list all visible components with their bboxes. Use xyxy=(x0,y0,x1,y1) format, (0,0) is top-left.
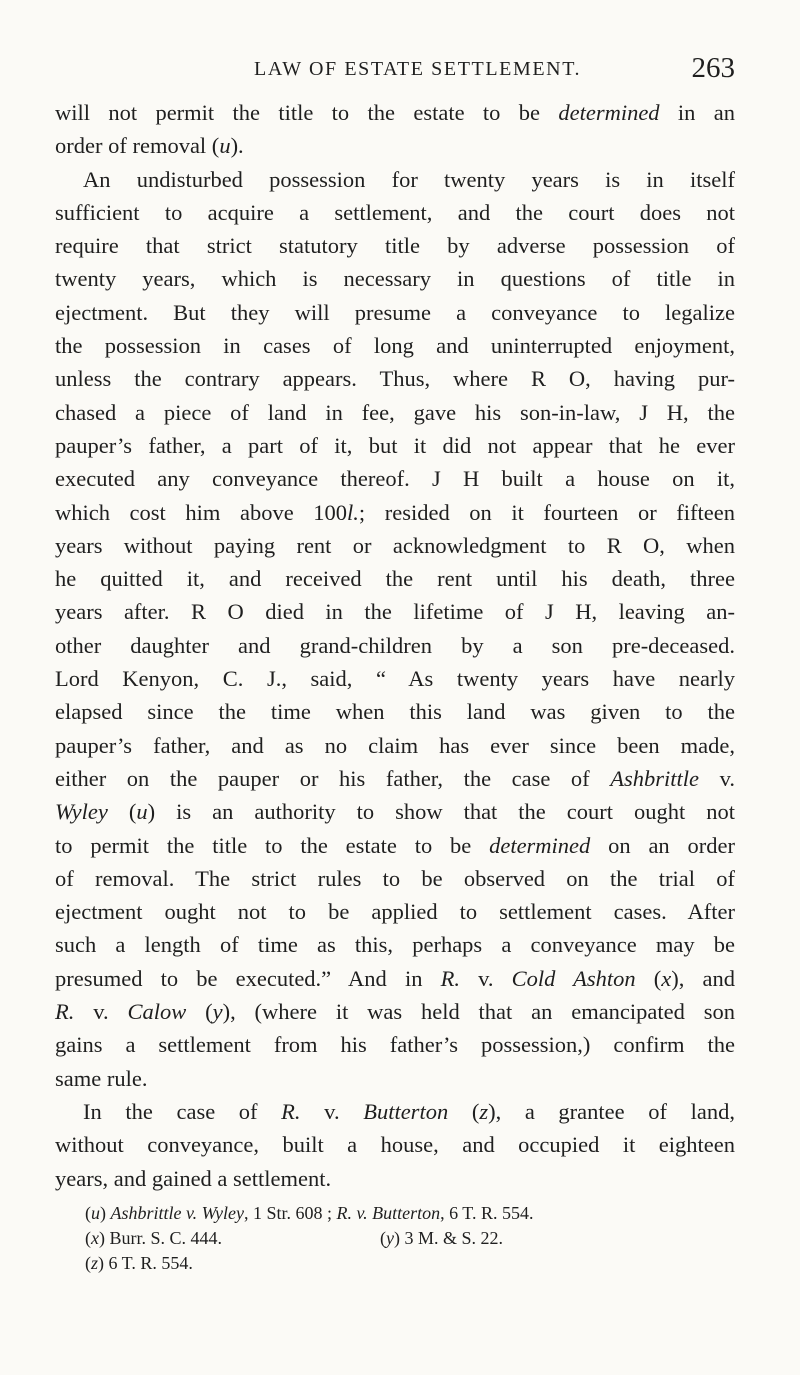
text-line: ejectment ought not to be applied to settlement cases. After xyxy=(55,899,735,925)
text-line: In the case of R. v. Butterton (z), a grantee of land, xyxy=(83,1098,735,1124)
text-line: years without paying rent or acknowledgment to R O, when xyxy=(55,532,735,558)
text-line: pauper’s father, a part of it, but it did not appear that he ever xyxy=(55,432,735,458)
text-line: executed any conveyance thereof. J H built a house on it, xyxy=(55,466,735,492)
text-line: years, and gained a settlement. xyxy=(55,1165,332,1191)
page-header xyxy=(0,52,800,92)
text-line: require that strict statutory title by adverse possession of xyxy=(55,233,735,259)
page-number: 263 xyxy=(691,52,735,84)
text-line: ejectment. But they will presume a conveyance to legalize xyxy=(55,299,735,325)
body-text xyxy=(55,96,735,1195)
text-line: same rule. xyxy=(55,1065,148,1091)
text-line: R. v. Calow (y), (where it was held that an emancipated son xyxy=(55,999,735,1025)
text-line: Lord Kenyon, C. J., said, “ As twenty years have nearly xyxy=(55,666,735,692)
text-line: of removal. The strict rules to be observed on the trial of xyxy=(55,865,735,891)
text-line: twenty years, which is necessary in questions of title in xyxy=(55,266,735,292)
footnote-y: (y) 3 M. & S. 22. xyxy=(380,1228,504,1248)
text-line: he quitted it, and received the rent until his death, three xyxy=(55,566,735,592)
footnote-u: (u) Ashbrittle v. Wyley, 1 Str. 608 ; R. v. Butterton, 6 T. R. 554. xyxy=(85,1203,534,1223)
text-line: chased a piece of land in fee, gave his son-in-law, J H, the xyxy=(55,399,735,425)
text-line: years after. R O died in the lifetime of J H, leaving an- xyxy=(55,599,735,625)
text-line: An undisturbed possession for twenty years is in itself xyxy=(83,166,735,192)
footnote-x: (x) Burr. S. C. 444. xyxy=(85,1228,223,1248)
text-line: elapsed since the time when this land was given to the xyxy=(55,699,735,725)
text-line: will not permit the title to the estate to be determined in an xyxy=(55,100,735,125)
text-line: the possession in cases of long and uninterrupted enjoyment, xyxy=(55,333,735,359)
text-line: presumed to be executed.” And in R. v. Cold Ashton (x), and xyxy=(55,965,736,991)
text-line: such a length of time as this, perhaps a conveyance may be xyxy=(55,932,735,958)
text-line: sufficient to acquire a settlement, and the court does not xyxy=(55,199,735,225)
text-line: other daughter and grand-children by a son pre-deceased. xyxy=(55,632,735,658)
text-line: either on the pauper or his father, the case of Ashbrittle v. xyxy=(55,765,735,791)
text-line: Wyley (u) is an authority to show that the court ought not xyxy=(55,799,736,825)
text-line: which cost him above 100l.; resided on it fourteen or fifteen xyxy=(55,499,735,525)
text-line: order of removal (u). xyxy=(55,133,244,159)
text-line: without conveyance, built a house, and occupied it eighteen xyxy=(55,1132,735,1158)
text-line: gains a settlement from his father’s possession,) confirm the xyxy=(55,1032,735,1058)
running-head: LAW OF ESTATE SETTLEMENT. xyxy=(254,58,582,80)
text-line: pauper’s father, and as no claim has ever since been made, xyxy=(55,732,735,758)
text-line: to permit the title to the estate to be determined on an order xyxy=(55,832,735,858)
footnote-z: (z) 6 T. R. 554. xyxy=(85,1253,193,1273)
text-line: unless the contrary appears. Thus, where R O, having pur- xyxy=(55,366,735,392)
